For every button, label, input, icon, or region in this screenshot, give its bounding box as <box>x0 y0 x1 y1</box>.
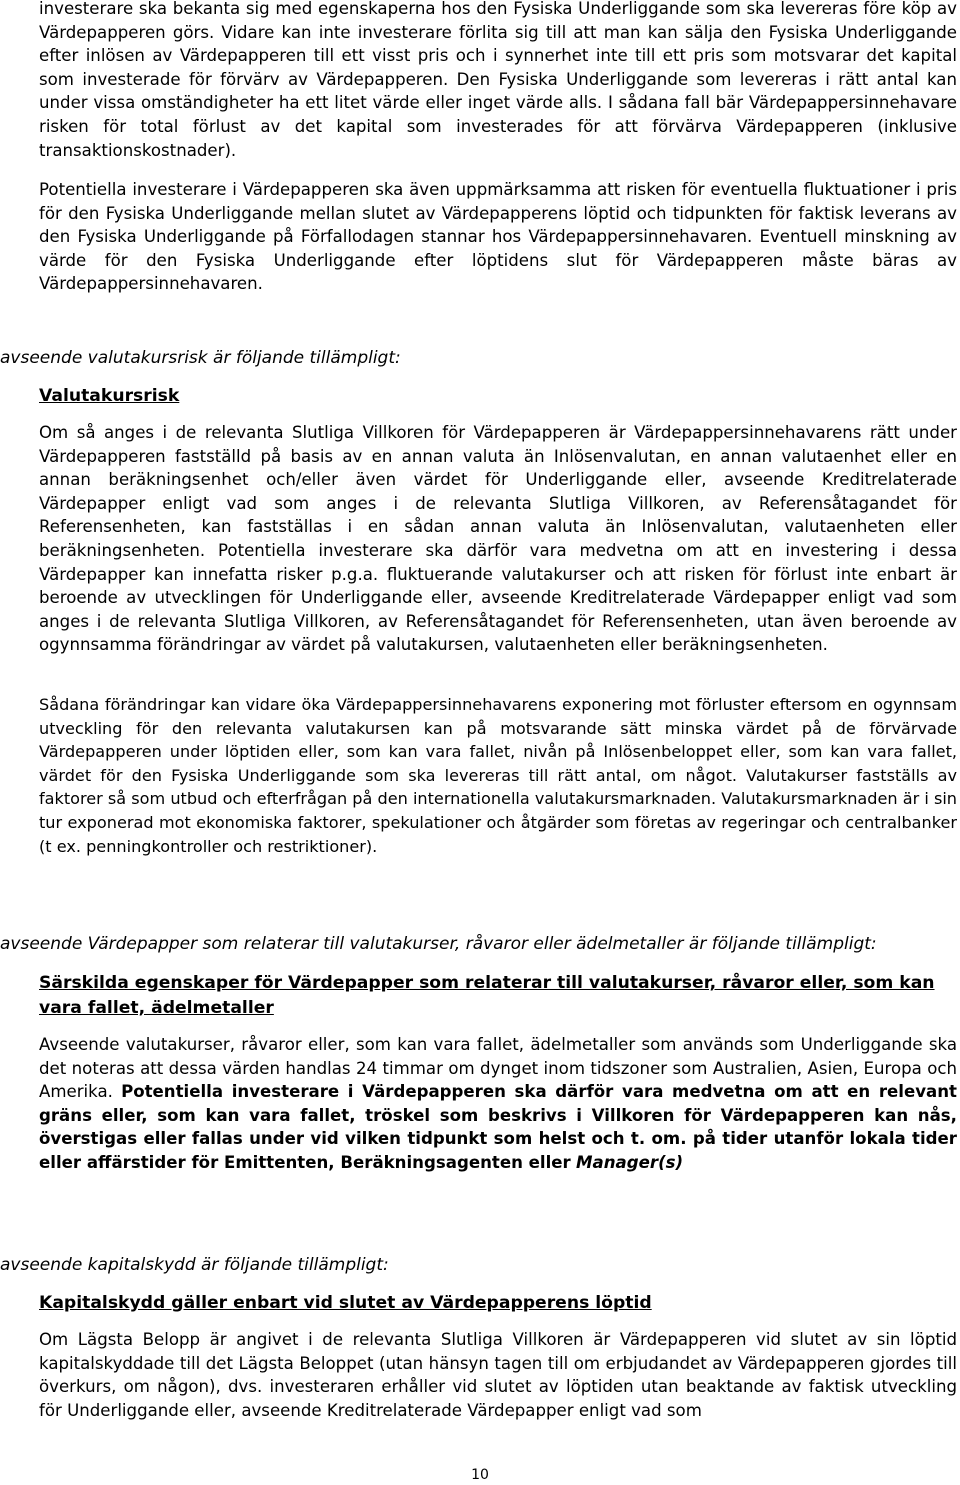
currency-section-paragraph-1: Om så anges i de relevanta Slutliga Villkoren för Värdepapperen är Värdepappersinnehavarens rätt under Värdepapperen fastställd på basis av en annan valuta än Inlösenvalutan, en annan valutaenhet eller en annan beräkningsenhet och/eller även värdet för Underliggande eller, avseende Kreditrelaterade Värdepapper enligt vad som anges i de relevanta Slutliga Villkoren, av Referensåtagandet för Referensenheten, kan fastställas i en sådan annan valuta än Inlösenvalutan, valutaenheten eller beräkningsenheten. Potentiella investerare ska därför vara medvetna om att en investering i dessa Värdepapper kan innefatta risker p.g.a. fluktuerande valutakurser och att risken för förlust inte enbart är beroende av utvecklingen för Underliggande eller, avseende Kreditrelaterade Värdepapper enligt vad som anges i de relevanta Slutliga Villkoren, av Referensåtagandet för Referensenheten, utan även beroende av ogynnsamma förändringar av värdet på valutakursen, valutaenheten eller beräkningsenheten. <box>39 423 957 655</box>
currency-section-intro: avseende valutakursrisk är följande tillämpligt: <box>0 348 401 368</box>
commodity-section-paragraph <box>39 1033 957 1175</box>
commodity-section-heading: Särskilda egenskaper för Värdepapper som relaterar till valutakurser, råvaror eller, som kan vara fallet, ädelmetaller <box>39 973 935 1018</box>
commodity-paragraph-plain: Avseende valutakurser, råvaror eller, som kan vara fallet, ädelmetaller som används som Underliggande ska det noteras att dessa värden handlas 24 timmar om dynget inom tidszoner som Australien, Asien, Europa och Amerika. <box>39 1035 957 1102</box>
capital-section-intro: avseende kapitalskydd är följande tillämpligt: <box>0 1255 389 1275</box>
capital-section-paragraph-1: Om Lägsta Belopp är angivet i de relevanta Slutliga Villkoren är Värdepapperen vid slutet av sin löptid kapitalskyddade till det Lägsta Beloppet (utan hänsyn tagen till om erbjudandet av Värdepapperen gjordes till överkurs, om någon), dvs. investeraren erhåller vid slutet av löptiden utan beaktande av faktisk utveckling för Underliggande eller, avseende Kreditrelaterade Värdepapper enligt vad som <box>39 1330 957 1420</box>
commodity-section-intro: avseende Värdepapper som relaterar till valutakurser, råvaror eller ädelmetaller är följande tillämpligt: <box>0 934 877 954</box>
commodity-paragraph-bold: Potentiella investerare i Värdepapperen ska därför vara medvetna om att en relevant gräns eller, som kan vara fallet, tröskel som beskrivs i Villkoren för Värdepapperen kan nås, överstigas eller fallas under vid vilken tidpunkt som helst och t. om. på tider utanför lokala tider eller affärstider för Emittenten, Beräkningsagenten eller <box>39 1082 957 1172</box>
commodity-paragraph-bold-italic: Manager(s) <box>576 1152 684 1172</box>
currency-section-paragraph-2: Sådana förändringar kan vidare öka Värdepappersinnehavarens exponering mot förluster eftersom en ogynnsam utveckling för den relevanta valutakursen kan på motsvarande sätt minska värdet på de förvärvade Värdepapperen under löptiden eller, som kan vara fallet, nivån på Inlösenbeloppet eller, som kan vara fallet, värdet för den Fysiska Underliggande som ska levereras till rätt antal, om något. Valutakurser fastställs av faktorer så som utbud och efterfrågan på den internationella valutakursmarknaden. Valutakursmarknaden är i sin tur exponerad mot ekonomiska faktorer, spekulationer och åtgärder som företas av regeringar och centralbanker (t ex. penningkontroller och restriktioner). <box>39 695 957 856</box>
continuation-paragraph-2: Potentiella investerare i Värdepapperen ska även uppmärksamma att risken för eventuella fluktuationer i pris för den Fysiska Underliggande mellan slutet av Värdepapperens löptid och tidpunkten för faktisk leverans av den Fysiska Underliggande på Förfallodagen stannar hos Värdepappersinnehavaren. Eventuell minskning av värde för den Fysiska Underliggande efter löptidens slut för Värdepapperen måste bäras av Värdepappersinnehavaren. <box>39 180 957 294</box>
continuation-paragraph-1: investerare ska bekanta sig med egenskaperna hos den Fysiska Underliggande som ska levereras före köp av Värdepapperen görs. Vidare kan inte investerare förlita sig till att man kan sälja den Fysiska Underliggande efter inlösen av Värdepapperen till ett visst pris och i synnerhet inte till ett pris som motsvarar det kapital som investerade för förvärv av Värdepapperen. Den Fysiska Underliggande som levereras i rätt antal kan under vissa omständigheter ha ett litet värde eller inget värde alls. I sådana fall bär Värdepappersinnehavare risken för total förlust av det kapital som investerades för att förvärva Värdepapperen (inklusive transaktionskostnader). <box>39 0 957 160</box>
currency-section-heading: Valutakursrisk <box>39 386 180 406</box>
page-number: 10 <box>471 1467 489 1483</box>
capital-section-heading: Kapitalskydd gäller enbart vid slutet av Värdepapperens löptid <box>39 1293 652 1313</box>
